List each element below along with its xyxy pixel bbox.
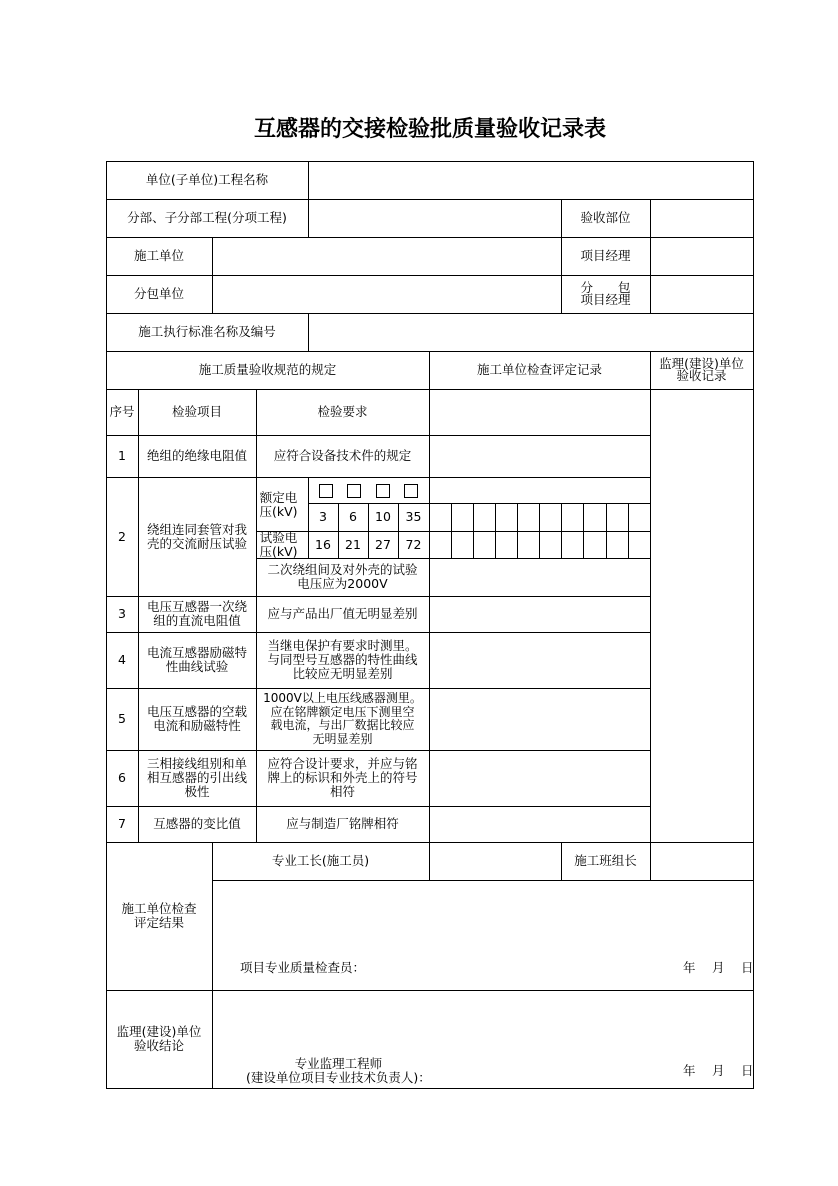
item-name: 电流互感器励磁特 性曲线试验 [138,632,257,689]
item-no: 3 [106,596,139,633]
check-record-header: 施工单位检查评定记录 [429,351,651,390]
item-requirement: 当继电保护有要求时测里。 与同型号互感器的特性曲线 比较应无明显差别 [256,632,430,689]
engineer-label: 专业监理工程师 (建设单位项目专业技术负责人)： [246,1056,431,1085]
record-grid-cell[interactable] [495,503,518,532]
item-requirement: 1000V以上电压线感器测里。 应在铭牌额定电压下测里空 载电流，与出厂数据比较应 无明显差别 [256,688,430,751]
item-no: 4 [106,632,139,689]
check-record-cell[interactable] [429,477,651,504]
col-requirement-header: 检验要求 [256,389,430,436]
checkbox-35kv[interactable] [404,484,418,498]
record-grid-cell[interactable] [606,503,629,532]
rated-voltage-value: 3 [308,503,339,532]
item-name: 电压互感器的空载 电流和励磁特性 [138,688,257,751]
project-name-label: 单位(子单位)工程名称 [106,161,309,200]
col-item-header: 检验项目 [138,389,257,436]
check-record-cell[interactable] [429,558,651,597]
record-grid-cell[interactable] [561,503,584,532]
record-grid-cell[interactable] [628,503,651,532]
supervision-record-header: 监理(建设)单位 验收记录 [650,351,754,390]
subcontractor-field[interactable] [212,275,562,314]
standard-field[interactable] [308,313,754,352]
record-grid-cell[interactable] [451,503,474,532]
record-grid-cell[interactable] [628,531,651,559]
item-no: 1 [106,435,139,478]
date-label: 年 月 日 [683,1063,754,1078]
check-record-cell[interactable] [429,435,651,478]
supervision-record-field[interactable] [650,389,754,843]
item-no: 5 [106,688,139,751]
test-voltage-label: 试验电 压(kV) [256,531,309,559]
rated-voltage-label: 额定电 压(kV) [256,477,309,532]
record-grid-cell[interactable] [429,531,452,559]
item-name: 绝组的绝缘电阻值 [138,435,257,478]
checkbox-6kv[interactable] [347,484,361,498]
acceptance-part-field[interactable] [650,199,754,238]
test-voltage-value: 16 [308,531,339,559]
acceptance-part-label: 验收部位 [561,199,651,238]
sub-manager-field[interactable] [650,275,754,314]
foreman-field[interactable] [429,842,562,881]
team-leader-label: 施工班组长 [561,842,651,881]
construction-unit-label: 施工单位 [106,237,213,276]
item-name: 绕组连同套管对我 壳的交流耐压试验 [138,477,257,597]
supervision-label: 监理(建设)单位 验收结论 [106,990,213,1089]
item-no: 6 [106,750,139,807]
record-grid-cell[interactable] [606,531,629,559]
subproject-label: 分部、子分部工程(分项工程) [106,199,309,238]
item-name: 三相接线组别和单 相互感器的引出线 极性 [138,750,257,807]
test-voltage-value: 21 [338,531,369,559]
item-requirement: 应与制造厂铭牌相符 [256,806,430,843]
project-name-field[interactable] [308,161,754,200]
item-no: 7 [106,806,139,843]
page-title: 互感器的交接检验批质量验收记录表 [253,116,606,142]
rated-voltage-value: 6 [338,503,369,532]
test-voltage-value: 72 [398,531,430,559]
record-grid-cell[interactable] [561,531,584,559]
checkbox-10kv[interactable] [376,484,390,498]
check-result-label: 施工单位检查 评定结果 [106,842,213,991]
item-requirement: 应与产品出厂值无明显差别 [256,596,430,633]
record-grid-cell[interactable] [583,503,607,532]
record-grid-cell[interactable] [495,531,518,559]
record-grid-cell[interactable] [473,503,496,532]
project-manager-label: 项目经理 [561,237,651,276]
test-voltage-value: 27 [368,531,399,559]
checkbox-3kv[interactable] [319,484,333,498]
item-name: 互感器的变比值 [138,806,257,843]
check-record-cell[interactable] [429,806,651,843]
rated-voltage-value: 35 [398,503,430,532]
subcontractor-label: 分包单位 [106,275,213,314]
rated-voltage-value: 10 [368,503,399,532]
record-grid-cell[interactable] [539,503,562,532]
record-grid-cell[interactable] [539,531,562,559]
item-name: 电压互感器一次绕 组的直流电阻值 [138,596,257,633]
check-record-cell[interactable] [429,389,651,436]
standard-label: 施工执行标准名称及编号 [106,313,309,352]
inspector-label: 项目专业质量检查员： [240,960,366,975]
record-grid-cell[interactable] [429,503,452,532]
project-manager-field[interactable] [650,237,754,276]
item-requirement: 二次绕组间及对外壳的试验 电压应为2000V [256,558,430,597]
check-record-cell[interactable] [429,596,651,633]
record-grid-cell[interactable] [451,531,474,559]
record-grid-cell[interactable] [583,531,607,559]
check-record-cell[interactable] [429,688,651,751]
item-no: 2 [106,477,139,597]
record-grid-cell[interactable] [473,531,496,559]
team-leader-field[interactable] [650,842,754,881]
date-label: 年 月 日 [683,960,754,975]
item-requirement: 应符合设备技术件的规定 [256,435,430,478]
foreman-label: 专业工长(施工员) [212,842,430,881]
item-requirement: 应符合设计要求，并应与铭 牌上的标识和外壳上的符号 相符 [256,750,430,807]
spec-header: 施工质量验收规范的规定 [106,351,430,390]
record-grid-cell[interactable] [517,531,540,559]
voltage-checkboxes [308,477,430,504]
check-record-cell[interactable] [429,750,651,807]
check-record-cell[interactable] [429,632,651,689]
sub-manager-label: 分 包 项目经理 [561,275,651,314]
construction-unit-field[interactable] [212,237,562,276]
col-no-header: 序号 [106,389,139,436]
record-grid-cell[interactable] [517,503,540,532]
subproject-field[interactable] [308,199,562,238]
